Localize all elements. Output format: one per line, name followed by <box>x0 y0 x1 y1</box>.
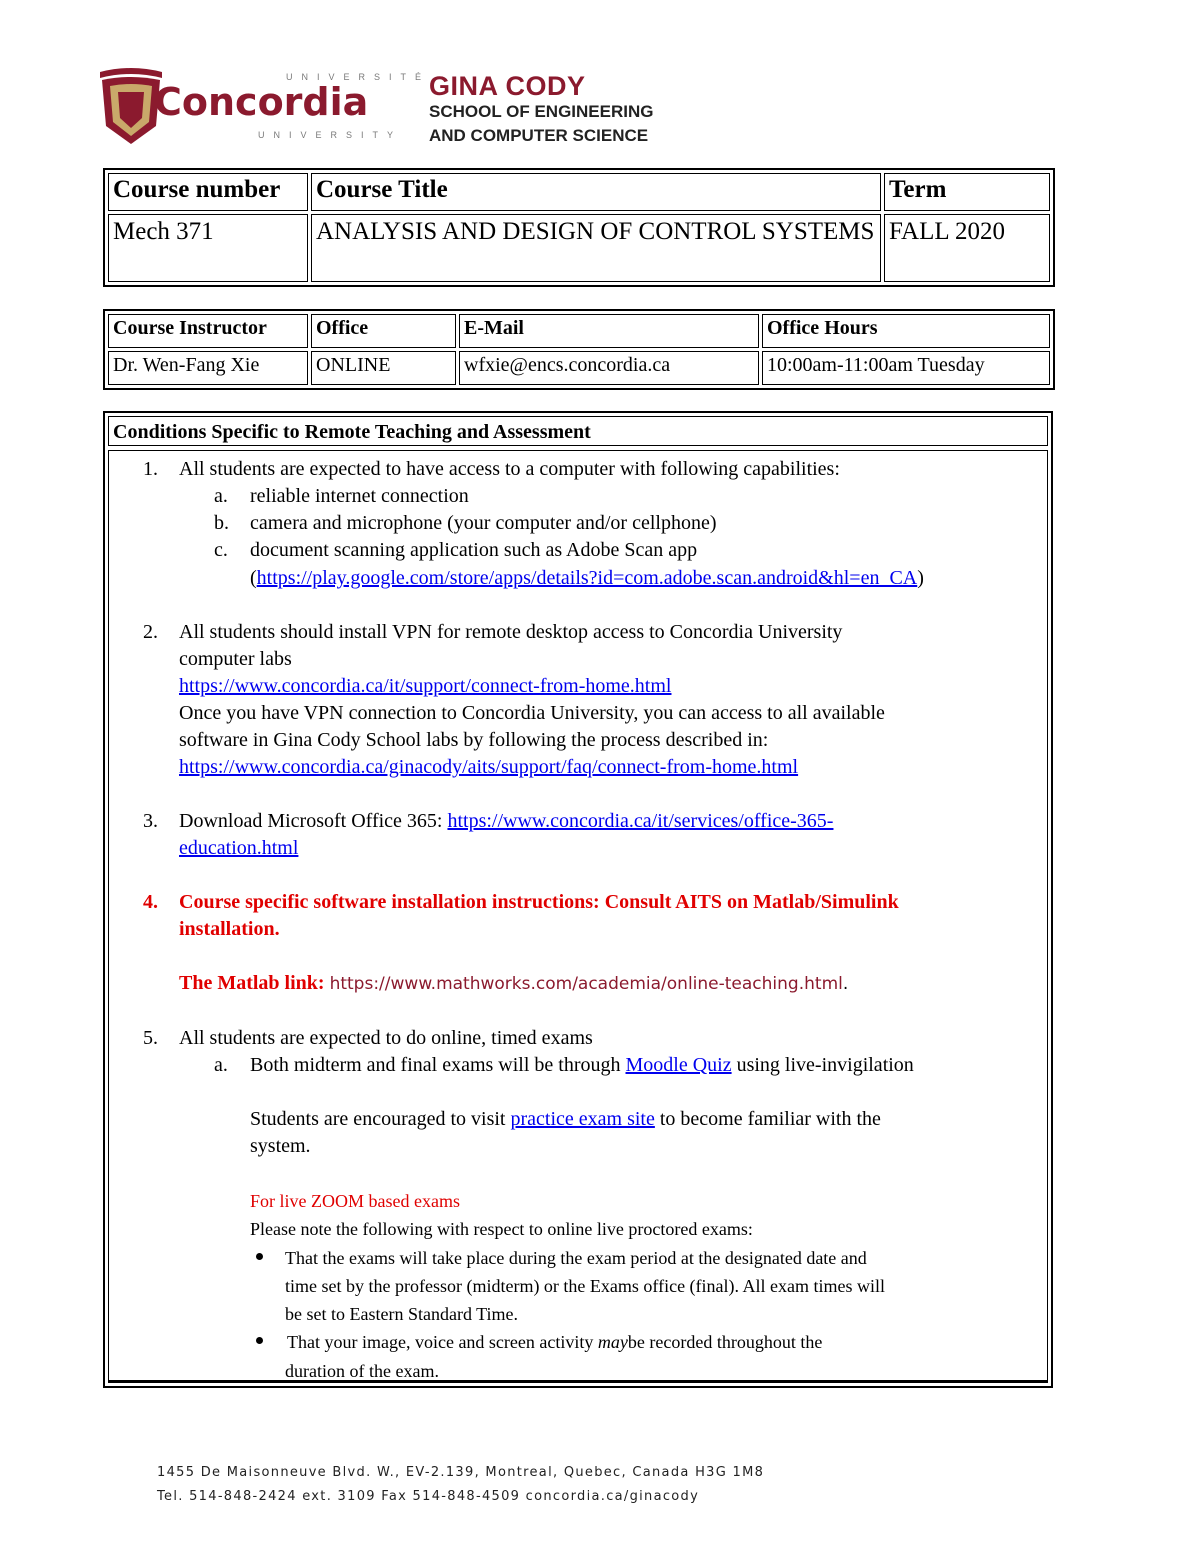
vpn-connect-link[interactable]: https://www.concordia.ca/it/support/connect-from-home.html <box>179 675 672 697</box>
school-name: GINA CODY <box>429 71 586 101</box>
instructor-office: ONLINE <box>311 351 456 385</box>
course-term: FALL 2020 <box>884 214 1050 282</box>
course-info-table <box>103 168 1055 287</box>
header-course-instructor: Course Instructor <box>108 314 308 348</box>
bullet-1-line-2: time set by the professor (midterm) or the Exams office (final). All exam times will <box>285 1276 886 1296</box>
item-2-number: 2. <box>143 621 158 643</box>
header-term: Term <box>884 173 1050 211</box>
header-office: Office <box>311 314 456 348</box>
instructor-name: Dr. Wen-Fang Xie <box>108 351 308 385</box>
footer-contact: Tel. 514-848-2424 ext. 3109 Fax 514-848-4509 concordia.ca/ginacody <box>157 1489 700 1504</box>
item-1-number: 1. <box>143 458 158 480</box>
conditions-title: Conditions Specific to Remote Teaching and Assessment <box>108 416 1048 446</box>
header-course-title: Course Title <box>311 173 881 211</box>
logo-university-text: UNIVERSITY <box>258 130 403 140</box>
matlab-link-line <box>179 970 848 997</box>
zoom-heading: For live ZOOM based exams <box>250 1191 460 1211</box>
logo-wordmark: Concordia <box>154 80 369 124</box>
item-3-number: 3. <box>143 810 158 832</box>
item-1c-text: document scanning application such as Adobe Scan app <box>250 539 698 561</box>
item-3-line <box>179 808 833 834</box>
item-2-line-4: software in Gina Cody School labs by following the process described in: <box>179 729 769 751</box>
table-row <box>108 214 1050 282</box>
moodle-quiz-link[interactable]: Moodle Quiz <box>625 1054 732 1076</box>
bullet-icon <box>256 1337 263 1344</box>
school-name-block <box>429 72 654 148</box>
bullet-1-line-1: That the exams will take place during the exam period at the designated date and <box>285 1248 867 1268</box>
office-365-link-continued[interactable]: education.html <box>179 837 299 859</box>
item-4-number: 4. <box>143 891 158 913</box>
item-5a-text-2: using live-invigilation <box>731 1054 914 1076</box>
practice-exam-link[interactable]: practice exam site <box>510 1108 655 1130</box>
matlab-link-label: The Matlab link: <box>179 972 330 994</box>
item-1a-text: reliable internet connection <box>250 485 469 507</box>
header-course-number: Course number <box>108 173 308 211</box>
adobe-scan-link[interactable]: https://play.google.com/store/apps/details?id=com.adobe.scan.android&hl=en_CA <box>256 567 918 589</box>
item-1c-link-line <box>250 565 924 591</box>
item-4-line-1: Course specific software installation instructions: Consult AITS on Matlab/Simulink <box>179 891 899 913</box>
item-5a-label: a. <box>214 1054 228 1076</box>
paren-close: ) <box>917 567 924 589</box>
item-1b-text: camera and microphone (your computer and/or cellphone) <box>250 512 717 534</box>
practice-exam-text-1: Students are encouraged to visit <box>250 1108 511 1130</box>
concordia-logo <box>96 66 431 148</box>
item-4-line-2: installation. <box>179 918 280 940</box>
item-3-text: Download Microsoft Office 365: <box>179 810 448 832</box>
school-line-1: SCHOOL OF ENGINEERING <box>429 102 654 121</box>
item-5a-text-1: Both midterm and final exams will be through <box>250 1054 626 1076</box>
instructor-email: wfxie@encs.concordia.ca <box>459 351 759 385</box>
item-2-line-2: computer labs <box>179 648 292 670</box>
course-number: Mech 371 <box>108 214 308 282</box>
practice-exam-text-2: to become familiar with the <box>654 1108 881 1130</box>
paren-open: ( <box>250 567 257 589</box>
logo-universite-text: UNIVERSITÉ <box>286 72 431 82</box>
bullet-icon <box>256 1253 263 1260</box>
bullet-2-text-c: be recorded throughout the <box>627 1332 823 1352</box>
item-1a-label: a. <box>214 485 228 507</box>
matlab-link-period: . <box>842 974 849 994</box>
item-5-number: 5. <box>143 1027 158 1049</box>
item-5-text: All students are expected to do online, timed exams <box>179 1027 593 1049</box>
item-5a-line <box>250 1052 914 1078</box>
instructor-office-hours: 10:00am-11:00am Tuesday <box>762 351 1050 385</box>
practice-exam-line <box>250 1106 881 1132</box>
school-line-2: AND COMPUTER SCIENCE <box>429 126 649 145</box>
bullet-2-line-1 <box>287 1328 822 1356</box>
footer-address: 1455 De Maisonneuve Blvd. W., EV-2.139, Montreal, Quebec, Canada H3G 1M8 <box>157 1465 765 1480</box>
matlab-link[interactable]: https://www.mathworks.com/academia/online-teaching.html <box>329 974 843 994</box>
aits-connect-link[interactable]: https://www.concordia.ca/ginacody/aits/support/faq/connect-from-home.html <box>179 756 799 778</box>
table-row <box>108 351 1050 385</box>
table-header-row <box>108 314 1050 348</box>
bullet-1-line-3: be set to Eastern Standard Time. <box>285 1304 518 1324</box>
item-2-line-3: Once you have VPN connection to Concordia University, you can access to all available <box>179 702 885 724</box>
zoom-intro: Please note the following with respect to online live proctored exams: <box>250 1219 753 1239</box>
office-365-link[interactable]: https://www.concordia.ca/it/services/office-365- <box>447 810 834 832</box>
bullet-2-line-2: duration of the exam. <box>285 1361 439 1381</box>
item-2-line-1: All students should install VPN for remote desktop access to Concordia University <box>179 621 843 643</box>
instructor-info-table <box>103 309 1055 390</box>
item-1c-label: c. <box>214 539 228 561</box>
item-1b-label: b. <box>214 512 229 534</box>
bullet-2-emphasis: may <box>597 1332 628 1352</box>
course-title: ANALYSIS AND DESIGN OF CONTROL SYSTEMS <box>311 214 881 282</box>
practice-exam-text-3: system. <box>250 1135 311 1157</box>
header-email: E-Mail <box>459 314 759 348</box>
table-header-row <box>108 173 1050 211</box>
item-1-text: All students are expected to have access to a computer with following capabilities: <box>179 458 840 480</box>
bullet-2-text-a: That your image, voice and screen activity <box>287 1332 598 1352</box>
header-office-hours: Office Hours <box>762 314 1050 348</box>
